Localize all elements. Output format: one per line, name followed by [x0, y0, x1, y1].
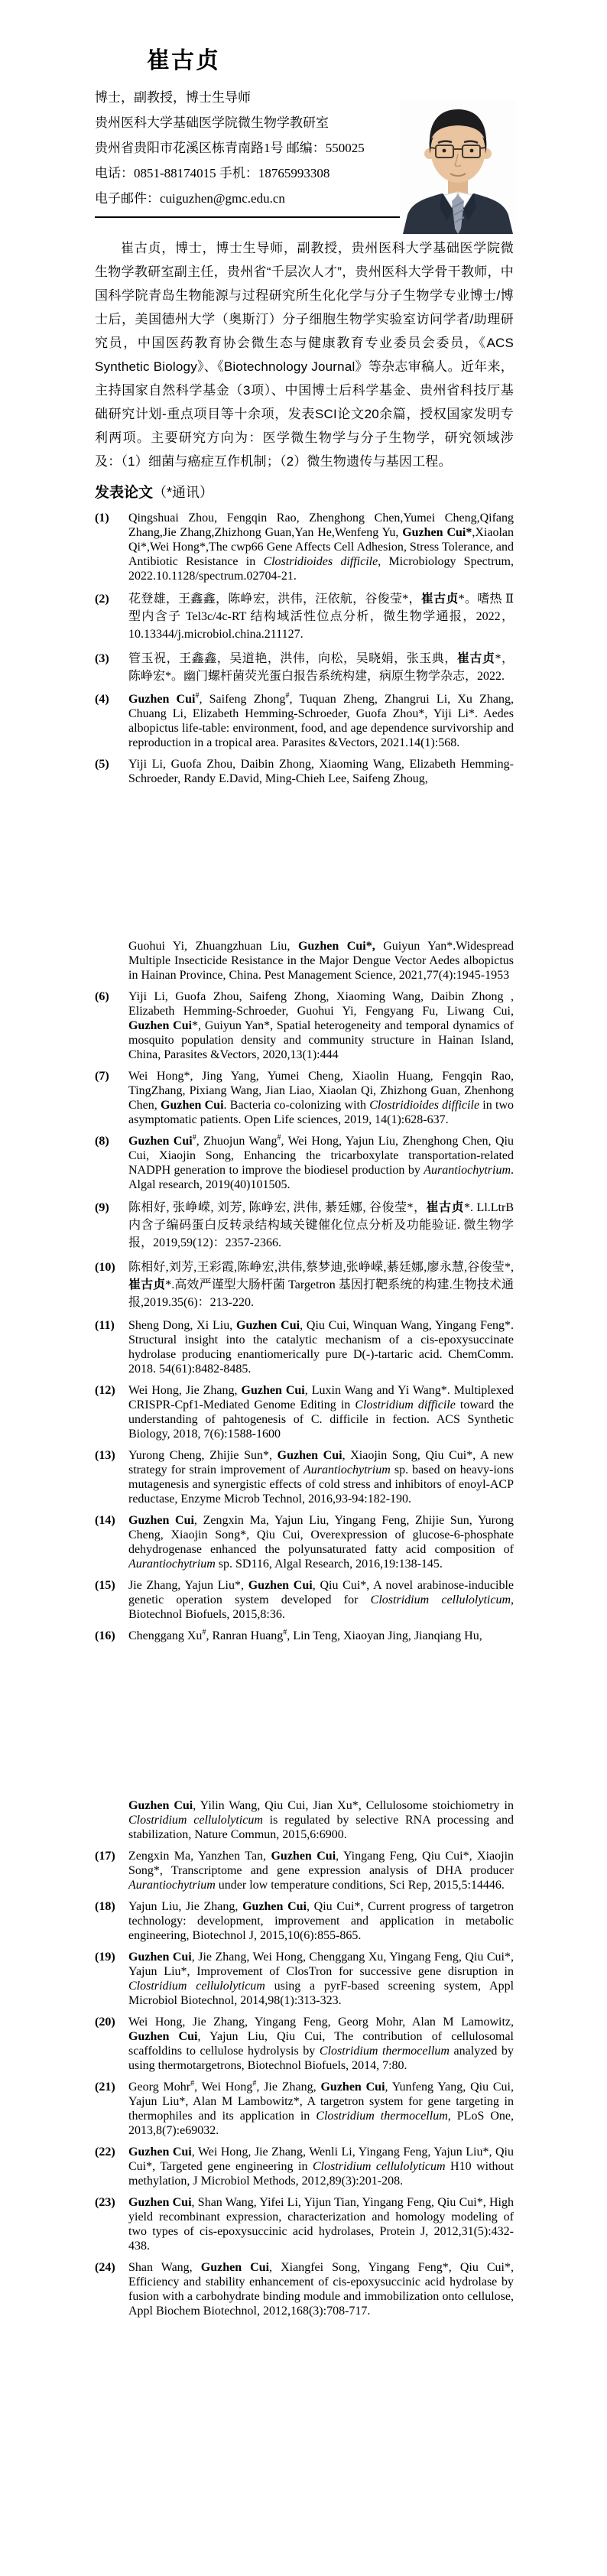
publication-text	[128, 2015, 514, 2073]
pub-text-segment: , Wei Hong	[194, 2081, 253, 2094]
pub-text-segment: Yurong Cheng, Zhijie Sun*,	[128, 1449, 278, 1462]
pub-text-segment: Guzhen Cui	[200, 2261, 270, 2274]
pub-text-segment: Clostridium thermocellum	[319, 2045, 450, 2058]
pub-text-segment: , Biotechnol Biofuels, 2015,8:36.	[128, 1593, 514, 1621]
pub-text-segment: , Yunfeng Yang, Qiu Cui, Yajun Liu*, Alan M Lambowitz*, A targetron system for gene targeting in thermophiles and its application in	[128, 2081, 514, 2123]
publication-list-page-3	[95, 1798, 514, 2318]
pub-text-segment: 崔古贞	[426, 1201, 465, 1214]
pub-text-segment: , Lin Teng, Xiaoyan Jing, Jianqiang Hu,	[287, 1629, 482, 1642]
publication-text	[128, 1134, 514, 1192]
publication-number: (12)	[95, 1384, 115, 1397]
pub-text-segment: 崔古贞	[456, 652, 495, 665]
pub-text-segment: in two asymptomatic patients. Open Life sciences, 2019, 14(1):628-637.	[128, 1099, 514, 1126]
publication-number: (21)	[95, 2081, 115, 2094]
pub-text-segment: Guzhen Cui	[128, 2030, 198, 2043]
pub-text-segment: , Zengxin Ma, Yajun Liu, Yingang Feng, Zhijie Sun, Yurong Cheng, Xiaojin Song*, Qiu Cui, Overexpression of glucose-6-phosphate dehydrogenase enhanced the polyunsaturated fatty acid composition of	[128, 1514, 514, 1556]
publication-number: (18)	[95, 1900, 115, 1913]
pub-text-segment: Guzhen Cui	[320, 2081, 385, 2094]
pub-text-segment: , Yajun Liu, Qiu Cui, The contribution of cellulosomal scaffoldins to cellulose hydrolysis by	[128, 2030, 514, 2058]
pub-text-segment: Guzhen Cui	[128, 1135, 193, 1148]
pub-text-segment: , Microbiology Spectrum, 2022.10.1128/spectrum.02704-21.	[128, 555, 514, 583]
pub-text-segment: Shan Wang,	[128, 2261, 201, 2274]
pub-text-segment: Guzhen Cui	[277, 1449, 342, 1462]
publication-item	[95, 1513, 514, 1571]
pub-text-segment: 崔古贞	[420, 593, 459, 606]
pub-text-segment: Guzhen Cui	[128, 2196, 192, 2209]
titles-line: 博士，副教授，博士生导师	[95, 90, 251, 105]
bio-paragraph: 崔古贞，博士，博士生导师，副教授，贵州医科大学基础医学院微生物学教研室副主任，贵州省“千层次人才”，贵州医科大学骨干教师，中国科学院青岛生物能源与过程研究所生化化学与分子生物学专业博士/博士后，美国德州大学（奥斯汀）分子细胞生物学实验室访问学者/助理研究员，中国医药教育协会微生态与健康教育专业委员会委员，《ACS Synthetic Biology》、《Biotechnology Journal》等杂志审稿人。近年来，主持国家自然科学基金（3项）、中国博士后科学基金、贵州省科技厅基础研究计划-重点项目等十余项，发表SCI论文20余篇，授权国家发明专利两项。主要研究方向为：医学微生物学与分子生物学，研究领域涉及：（1）细菌与癌症互作机制；（2）微生物遗传与基因工程。	[95, 241, 514, 469]
pub-text-segment: Wei Hong, Jie Zhang,	[128, 1384, 242, 1397]
publication-item	[95, 2260, 514, 2318]
publication-text	[128, 2260, 514, 2318]
page-2	[0, 859, 607, 1717]
publication-text	[128, 1513, 514, 1571]
publication-item	[95, 1259, 514, 1311]
pub-text-segment: #	[252, 2079, 257, 2088]
publication-text	[128, 2080, 514, 2138]
pub-text-segment: #	[283, 1628, 287, 1637]
pub-text-segment: Yiji Li, Guofa Zhou, Daibin Zhong, Xiaoming Wang, Elizabeth Hemming-Schroeder, Randy E.David, Ming-Chieh Lee, Saifeng Zhoug,	[128, 758, 514, 785]
page-title: 崔古贞	[147, 48, 220, 73]
pub-text-segment: Clostridioides difficile	[263, 555, 378, 568]
pub-text-segment: toward the understanding of pahtogenesis of C. difficile in fection. ACS Synthetic Biology, 2018, 7(6):1588-1600	[128, 1398, 514, 1441]
pub-text-segment: Clostridium cellulolyticum	[128, 1980, 265, 1993]
pub-text-segment: #	[190, 2079, 195, 2088]
pub-text-segment: , Qiu Cui, Winquan Wang, Yingang Feng*. Structural insight into the catalytic mechanism of a cis-epoxysuccinate hydrolase producing enantiomerically pure D(-)-tartaric acid. ChemComm. 2018. 54(61):8482-8485.	[128, 1319, 514, 1376]
publication-number: (16)	[95, 1629, 115, 1642]
pub-text-segment: Guzhen Cui	[128, 1951, 192, 1964]
pub-text-segment: Guohui Yi, Zhuangzhuan Liu,	[128, 940, 298, 953]
publication-text	[128, 1899, 514, 1943]
publication-item-continued	[95, 939, 514, 983]
pub-text-segment: Guzhen Cui	[271, 1850, 336, 1863]
pub-text-segment: Aurantiochytrium	[128, 1558, 216, 1571]
publications-heading-text: 发表论文	[95, 485, 154, 501]
publication-item	[95, 1383, 514, 1441]
pub-text-segment: *。嗜热 Ⅱ 型内含子 Tel3c/4c-RT 结构域活性位点分析，微生物学通报，2022，10.13344/j.microbiol.china.211127.	[128, 593, 514, 641]
publication-item	[95, 2080, 514, 2138]
pub-text-segment: sp. based on heavy-ions mutagenesis and synergistic effects of cold stress and inhibitors of enoyl-ACP reductase, Enzyme Microb Technol, 2016,93-94:182-190.	[128, 1463, 514, 1506]
pub-text-segment: Sheng Dong, Xi Liu,	[128, 1319, 237, 1332]
pub-text-segment: #	[202, 1628, 206, 1637]
pub-text-segment: Yiji Li, Guofa Zhou, Saifeng Zhong, Xiaoming Wang, Daibin Zhong , Elizabeth Hemming-Schroeder, Guohui Yi, Fengyang Fu, Liwang Cui,	[128, 990, 514, 1018]
pub-text-segment: Wei Hong, Jie Zhang, Yingang Feng, Georg Mohr, Alan M Lamowitz,	[128, 2016, 514, 2029]
pub-text-segment: Georg Mohr	[128, 2081, 191, 2094]
pub-text-segment: , Jie Zhang,	[256, 2081, 321, 2094]
pub-text-segment: Qingshuai Zhou, Fengqin Rao, Zhenghong Chen,Yumei Cheng,Qifang Zhang,Jie Zhang,Zhizhong Guan,Yan He,Wenfeng Yu,	[128, 512, 514, 539]
pub-text-segment: *，陈峥宏*。幽门螺杆菌荧光蛋白报告系统构建，病原生物学杂志，2022.	[128, 652, 514, 683]
pub-text-segment: Clostridium thermocellum	[316, 2110, 448, 2123]
pub-text-segment: Guzhen Cui*,	[297, 940, 375, 953]
pub-text-segment: , Qiu Cui*, A novel arabinose-inducible genetic operation system developed for	[128, 1579, 514, 1606]
pub-text-segment: Guzhen Cui	[241, 1384, 305, 1397]
pub-text-segment: *, Guiyun Yan*, Spatial heterogeneity and temporal dynamics of mosquito population density and community structure in Hainan Island, China, Parasites &Vectors, 2020,13(1):444	[128, 1019, 514, 1061]
pub-text-segment: Zengxin Ma, Yanzhen Tan,	[128, 1850, 271, 1863]
pub-text-segment: , Xiaojin Song, Qiu Cui*, A new strategy for strain improvement of	[128, 1449, 514, 1476]
pub-text-segment: Clostridium difficile	[355, 1398, 456, 1411]
pub-text-segment: . Algal research, 2019(40)101505.	[128, 1164, 514, 1191]
publication-number: (11)	[95, 1319, 115, 1332]
pub-text-segment: Aurantiochytrium	[303, 1463, 391, 1476]
publication-item	[95, 1318, 514, 1376]
pub-text-segment: 陈相好, 张峥嵘, 刘芳, 陈峥宏, 洪伟, 綦廷娜, 谷俊莹*，	[128, 1201, 427, 1214]
pub-text-segment: , Xiangfei Song, Yingang Feng*, Qiu Cui*, Efficiency and stability enhancement of cis-epoxysuccinic acid hydrolase by fusion with a carbohydrate binding module and immobilization onto cellulose, Appl Biochem Biotechnol, 2012,168(3):708-717.	[128, 2261, 514, 2318]
pub-text-segment: Yajun Liu, Jie Zhang,	[128, 1900, 243, 1913]
pub-text-segment: . Bacteria co-colonizing with	[223, 1099, 370, 1112]
publication-text	[128, 1199, 514, 1252]
publication-text	[128, 1629, 514, 1643]
publication-number: (5)	[95, 758, 109, 771]
publication-item	[95, 1578, 514, 1622]
pub-text-segment: Clostridium cellulolyticum	[312, 2160, 446, 2173]
publication-number: (7)	[95, 1070, 109, 1083]
pub-text-segment: , Zhuojun Wang	[196, 1135, 278, 1148]
profile-photo	[400, 100, 516, 234]
publication-list-page-1	[95, 511, 514, 786]
publication-item	[95, 1849, 514, 1892]
publication-number: (2)	[95, 593, 109, 606]
publication-number: (15)	[95, 1579, 115, 1592]
pub-text-segment: #	[285, 691, 290, 700]
publication-text	[128, 590, 514, 643]
pub-text-segment: sp. SD116, Algal Research, 2016,19:138-145.	[215, 1558, 443, 1571]
publication-item	[95, 1950, 514, 2008]
pub-text-segment: 崔古贞	[128, 1278, 166, 1291]
publication-item	[95, 1199, 514, 1252]
pub-text-segment: , Shan Wang, Yifei Li, Yijun Tian, Yingang Feng, Qiu Cui*, High yield recombinant expression, characterization and homology modeling of two types of cis-epoxysuccinic acid hydrolases, Protein J, 2012,31(5):432-438.	[128, 2196, 514, 2253]
pub-text-segment: Guzhen Cui	[128, 1799, 193, 1812]
pub-text-segment: , Yingang Feng, Qiu Cui*, Xiaojin Song*, Transcriptome and gene expression analysis of DHA producer	[128, 1850, 514, 1877]
pub-text-segment: Clostridioides difficile	[369, 1099, 480, 1112]
publication-text	[128, 2195, 514, 2253]
pub-text-segment: , Wei Hong, Jie Zhang, Wenli Li, Yingang Feng, Yajun Liu*, Qiu Cui*, Targeted gene engineering in	[128, 2146, 514, 2173]
publication-text	[128, 1069, 514, 1127]
publication-item-continued	[95, 1798, 514, 1842]
pub-text-segment: Guiyun Yan*.Widespread Multiple Insecticide Resistance in the Major Dengue Vector Aedes albopictus in Hainan Province, China. Pest Management Science, 2021,77(4):1945-1953	[128, 940, 514, 982]
publication-number: (13)	[95, 1449, 115, 1462]
publication-text	[128, 1259, 514, 1311]
pub-text-segment: #	[192, 1133, 196, 1142]
publication-text	[128, 2145, 514, 2188]
pub-text-segment: Clostridium cellulolyticum	[370, 1593, 511, 1606]
pub-text-segment: Aurantiochytrium	[128, 1879, 216, 1892]
publication-text	[128, 989, 514, 1062]
publication-item	[95, 2145, 514, 2188]
pub-text-segment: Aurantiochytrium	[424, 1164, 511, 1177]
pub-text-segment: Guzhen Cui	[242, 1900, 307, 1913]
pub-text-segment: Guzhen Cui	[128, 1514, 194, 1527]
publication-number: (10)	[95, 1261, 115, 1274]
publication-item	[95, 650, 514, 685]
publication-text	[128, 1798, 514, 1842]
department-line: 贵州医科大学基础医学院微生物学教研室	[95, 115, 329, 130]
publication-item	[95, 511, 514, 583]
pub-text-segment: , Ranran Huang	[206, 1629, 284, 1642]
pub-text-segment: under low temperature conditions, Sci Rep, 2015,5:14446.	[215, 1879, 505, 1892]
pub-text-segment: *.高效严谨型大肠杆菌 Targetron 基因打靶系统的构建.生物技术通报,2019.35(6)：213-220.	[128, 1278, 514, 1309]
publication-text	[128, 1383, 514, 1441]
pub-text-segment: , Saifeng Zhong	[199, 693, 286, 706]
pub-text-segment: Clostridium cellulolyticum	[128, 1814, 263, 1827]
publication-number: (14)	[95, 1514, 115, 1527]
profile-photo-illustration	[400, 100, 516, 234]
publication-number	[95, 939, 128, 983]
pub-text-segment: Guzhen Cui	[128, 1019, 193, 1032]
publication-item	[95, 590, 514, 643]
pub-text-segment: Guzhen Cui	[128, 2146, 192, 2159]
pub-text-segment: , Tuquan Zheng, Zhangrui Li, Xu Zhang, Chuang Li, Elizabeth Hemming-Schroeder, Guofa Zhou*, Yiji Li*. Aedes albopictus life-table: environment, food, and age dependence survivorship and reproduction in a tropical area. Parasites &Vectors, 2021.14(1):568.	[128, 693, 514, 749]
publication-item	[95, 1899, 514, 1943]
pub-text-segment: Jie Zhang, Yajun Liu*,	[128, 1579, 248, 1592]
publication-text	[128, 692, 514, 750]
publication-number	[95, 1798, 128, 1842]
publication-text	[128, 1849, 514, 1892]
publication-item	[95, 1069, 514, 1127]
email-line: 电子邮件：cuiguzhen@gmc.edu.cn	[95, 191, 285, 206]
publication-number: (20)	[95, 2016, 115, 2029]
publications-heading	[95, 482, 514, 503]
pub-text-segment: 花登雄，王鑫鑫，陈峥宏，洪伟，汪依航，谷俊莹*，	[128, 593, 421, 606]
publication-item	[95, 757, 514, 786]
publication-number: (24)	[95, 2261, 115, 2274]
pub-text-segment: #	[277, 1133, 281, 1142]
publication-item	[95, 2195, 514, 2253]
publication-item	[95, 1134, 514, 1192]
pub-text-segment: Wei Hong*, Jing Yang, Yumei Cheng, Xiaolin Huang, Fengqin Rao, TingZhang, Pixiang Wang, Jian Liao, Xiaolan Qi, Zhizhong Guan, Zhenhong Chen,	[128, 1070, 514, 1112]
pub-text-segment: Chenggang Xu	[128, 1629, 203, 1642]
page-3	[0, 1717, 607, 2576]
publication-item	[95, 1629, 514, 1643]
pub-text-segment: Guzhen Cui*	[402, 526, 472, 539]
publication-number: (4)	[95, 693, 109, 706]
page-1	[0, 0, 607, 859]
publication-number: (9)	[95, 1201, 109, 1214]
publication-number: (3)	[95, 652, 109, 665]
address-line: 贵州省贵阳市花溪区栋青南路1号 邮编：550025	[95, 141, 365, 155]
pub-text-segment: is regulated by selective RNA processing and stabilization, Nature Commun, 2015,6:6900.	[128, 1814, 514, 1841]
publication-number: (1)	[95, 512, 109, 525]
pub-text-segment: , Yilin Wang, Qiu Cui, Jian Xu*, Cellulosome stoichiometry in	[193, 1799, 514, 1812]
publication-number: (22)	[95, 2146, 115, 2159]
pub-text-segment: , Jie Zhang, Wei Hong, Chenggang Xu, Yingang Feng, Qiu Cui*, Yajun Liu*, Improvement of ClosTron for successive gene disruption in	[128, 1951, 514, 1978]
pub-text-segment: Guzhen Cui	[128, 693, 196, 706]
publication-number: (19)	[95, 1951, 115, 1964]
publication-text	[128, 939, 514, 983]
publication-item	[95, 1448, 514, 1506]
publication-number: (17)	[95, 1850, 115, 1863]
pub-text-segment: #	[195, 691, 200, 700]
publications-heading-note: （*通讯）	[153, 485, 214, 500]
publication-item	[95, 2015, 514, 2073]
publication-number: (6)	[95, 990, 109, 1003]
publication-text	[128, 1318, 514, 1376]
pub-text-segment: 管玉祝，王鑫鑫，吴道艳，洪伟，向松，吴晓娟，张玉典，	[128, 652, 457, 665]
pub-text-segment: Guzhen Cui	[236, 1319, 300, 1332]
publication-text	[128, 1448, 514, 1506]
phone-line: 电话：0851-88174015 手机：18765993308	[95, 166, 330, 180]
pub-text-segment: *. Ll.LtrB 内含子编码蛋白反转录结构域关键催化位点分析及功能验证. 微生物学报，2019,59(12)：2357-2366.	[128, 1201, 514, 1249]
publication-number: (8)	[95, 1135, 109, 1148]
pub-text-segment: 陈相好,刘芳,王彩霞,陈峥宏,洪伟,蔡梦迪,张峥嵘,綦廷娜,廖永慧,谷俊莹*,	[128, 1261, 514, 1274]
pub-text-segment: H10 without methylation, J Microbiol Methods, 2012,89(3):201-208.	[128, 2160, 514, 2188]
publication-number: (23)	[95, 2196, 115, 2209]
publication-item	[95, 692, 514, 750]
pub-text-segment: , Wei Hong, Yajun Liu, Zhenghong Chen, Qiu Cui, Xiaojin Song, Enhancing the tricarboxylate transportation-related NADPH generation to improve the biodiesel production by	[128, 1135, 514, 1177]
pub-text-segment: , Qiu Cui*, Current progress of targetron technology: development, improvement and application in metabolic engineering, Biotechnol J, 2015,10(6):855-865.	[128, 1900, 514, 1942]
publication-text	[128, 1578, 514, 1622]
pub-text-segment: Guzhen Cui	[161, 1099, 224, 1112]
pub-text-segment: , Luxin Wang and Yi Wang*. Multiplexed CRISPR-Cpf1-Mediated Genome Editing in	[128, 1384, 514, 1411]
publication-text	[128, 511, 514, 583]
pub-text-segment: using a pyrF-based screening system, Appl Microbiol Biotechnol, 2014,98(1):313-323.	[128, 1980, 514, 2007]
pub-text-segment: , PLoS One, 2013,8(7):e69032.	[128, 2110, 514, 2137]
pub-text-segment: Guzhen Cui	[248, 1579, 313, 1592]
pub-text-segment: ,Xiaolan Qi*,Wei Hong*,The cwp66 Gene Affects Cell Adhesion, Stress Tolerance, and Antibiotic Resistance in	[128, 526, 514, 568]
publication-item	[95, 989, 514, 1062]
publication-list-page-2	[95, 939, 514, 1643]
pub-text-segment: analyzed by using thermotargetrons, Biotechnol Biofuels, 2014, 7:80.	[128, 2045, 514, 2072]
publication-text	[128, 650, 514, 685]
publication-text	[128, 1950, 514, 2008]
publication-text	[128, 757, 514, 786]
